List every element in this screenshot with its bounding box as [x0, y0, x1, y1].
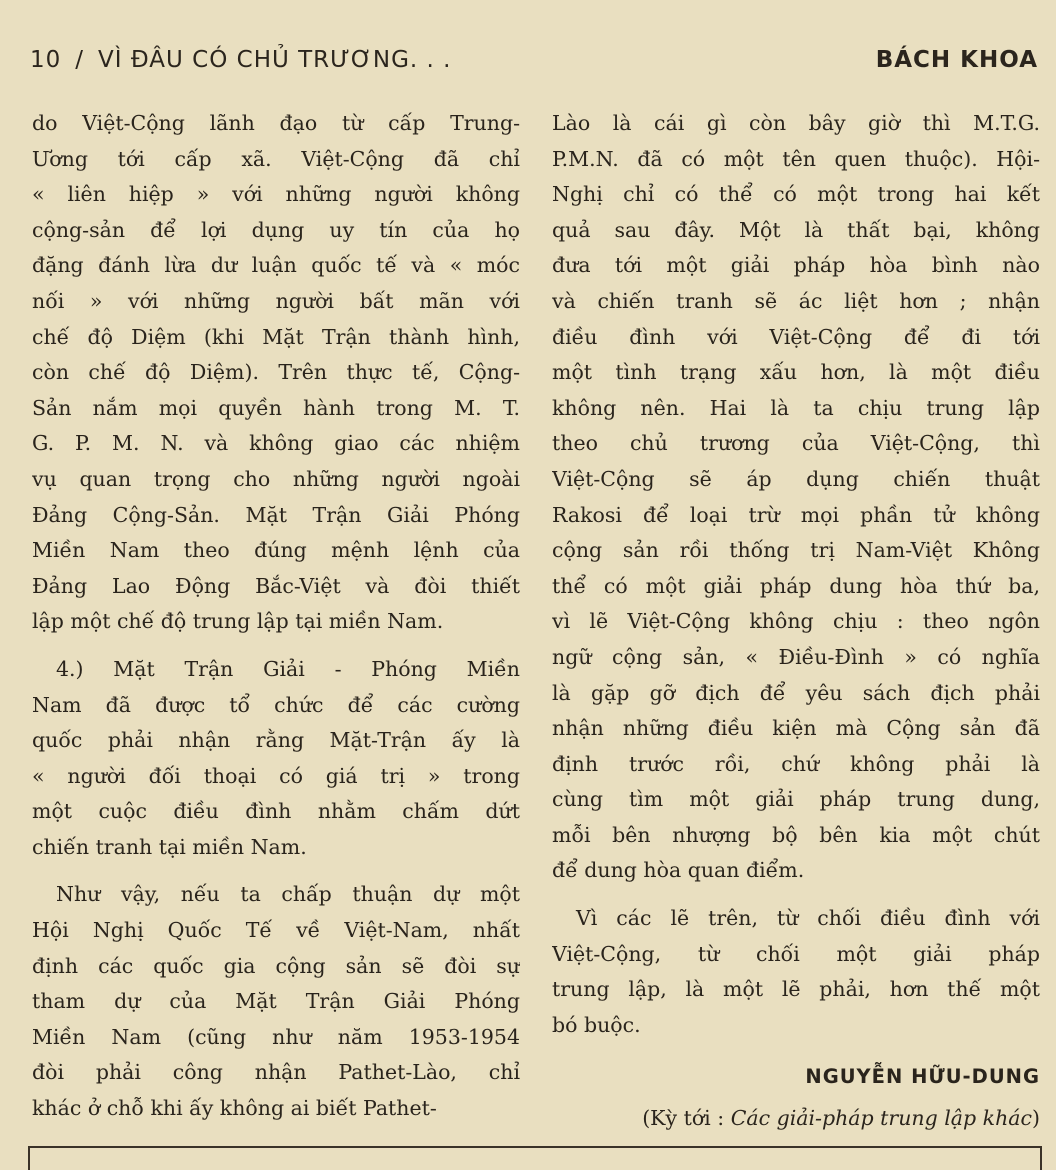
text-line: 4.) Mặt Trận Giải - Phóng Miền: [56, 656, 520, 681]
text-line: và chiến tranh sẽ ác liệt hơn ; nhận: [552, 288, 1040, 313]
text-line: đưa tới một giải pháp hòa bình nào: [552, 253, 1040, 278]
text-line: trung lập, là một lẽ phải, hơn thế một: [552, 977, 1040, 1002]
text-line: khác ở chỗ khi ấy không ai biết Pathet-: [32, 1096, 437, 1121]
paragraph: [552, 901, 1040, 1043]
text-line: điều đình với Việt-Cộng để đi tới: [552, 324, 1040, 349]
text-line: cộng-sản để lợi dụng uy tín của họ: [32, 217, 520, 242]
left-column: [32, 106, 520, 1127]
text-line: « liên hiệp » với những người không: [32, 182, 520, 207]
magazine-name: BÁCH KHOA: [875, 47, 1038, 73]
bottom-border: [28, 1146, 1042, 1170]
text-line: tham dự của Mặt Trận Giải Phóng: [32, 989, 520, 1014]
text-line: nhận những điều kiện mà Cộng sản đã: [552, 716, 1040, 741]
text-line: lập một chế độ trung lập tại miền Nam.: [32, 609, 444, 634]
text-line: không nên. Hai là ta chịu trung lập: [552, 395, 1040, 420]
text-line: G. P. M. N. và không giao các nhiệm: [32, 431, 520, 456]
text-line: Vì các lẽ trên, từ chối điều đình với: [576, 906, 1040, 931]
text-line: chế độ Diệm (khi Mặt Trận thành hình,: [32, 324, 520, 349]
next-issue-note: [552, 1101, 1040, 1137]
page-header: [30, 40, 1038, 80]
text-line: còn chế độ Diệm). Trên thực tế, Cộng-: [32, 360, 520, 385]
text-line: định các quốc gia cộng sản sẽ đòi sự: [32, 953, 520, 978]
right-column: [552, 106, 1040, 1137]
text-line: để dung hòa quan điểm.: [552, 858, 805, 883]
text-line: cộng sản rồi thống trị Nam-Việt Không: [552, 538, 1040, 563]
paragraph: [32, 652, 520, 866]
text-line: Sản nắm mọi quyền hành trong M. T.: [32, 395, 520, 420]
text-line: Hội Nghị Quốc Tế về Việt-Nam, nhất: [32, 918, 520, 943]
text-line: quả sau đây. Một là thất bại, không: [552, 217, 1040, 242]
text-line: là gặp gỡ địch để yêu sách địch phải: [552, 680, 1040, 705]
header-left: [30, 47, 451, 73]
text-line: Lào là cái gì còn bây giờ thì M.T.G.: [552, 111, 1040, 135]
text-line: Việt-Cộng, từ chối một giải pháp: [552, 941, 1040, 966]
text-line: cùng tìm một giải pháp trung dung,: [552, 787, 1040, 812]
text-line: Rakosi để loại trừ mọi phần tử không: [552, 502, 1040, 527]
paragraph: [32, 106, 520, 640]
author-signature: NGUYỄN HỮU-DUNG: [805, 1065, 1040, 1089]
next-issue-title: Các giải-pháp trung lập khác: [730, 1106, 1032, 1131]
text-line: Đảng Lao Động Bắc-Việt và đòi thiết: [32, 573, 520, 598]
paragraph-gap: [32, 640, 520, 652]
paragraph-gap: [32, 865, 520, 877]
text-line: vụ quan trọng cho những người ngoài: [32, 466, 520, 491]
text-line: Nghị chỉ có thể có một trong hai kết: [552, 182, 1040, 207]
text-line: quốc phải nhận rằng Mặt-Trận ấy là: [32, 728, 520, 753]
text-line: Như vậy, nếu ta chấp thuận dự một: [56, 882, 520, 907]
text-line: Miền Nam theo đúng mệnh lệnh của: [32, 538, 520, 563]
text-line: đặng đánh lừa dư luận quốc tế và « móc: [32, 253, 520, 278]
text-line: một tình trạng xấu hơn, là một điều: [552, 360, 1040, 385]
text-line: vì lẽ Việt-Cộng không chịu : theo ngôn: [552, 609, 1040, 634]
next-issue-suffix: ): [1032, 1106, 1040, 1131]
header-separator: /: [75, 47, 85, 73]
text-line: bó buộc.: [552, 1012, 641, 1037]
text-line: nối » với những người bất mãn với: [32, 288, 520, 313]
text-line: chiến tranh tại miền Nam.: [32, 834, 307, 859]
text-line: Việt-Cộng sẽ áp dụng chiến thuật: [552, 466, 1040, 491]
next-issue-prefix: (Kỳ tới :: [642, 1106, 731, 1131]
text-line: P.M.N. đã có một tên quen thuộc). Hội-: [552, 146, 1040, 171]
text-line: do Việt-Cộng lãnh đạo từ cấp Trung-: [32, 111, 520, 135]
text-line: Nam đã được tổ chức để các cường: [32, 692, 520, 717]
article-title: VÌ ĐÂU CÓ CHỦ TRƯƠNG. . .: [98, 47, 452, 73]
text-line: một cuộc điều đình nhằm chấm dứt: [32, 799, 520, 824]
text-line: Miền Nam (cũng như năm 1953-1954: [32, 1024, 520, 1049]
text-line: đòi phải công nhận Pathet-Lào, chỉ: [32, 1060, 520, 1085]
text-line: thể có một giải pháp dung hòa thứ ba,: [552, 573, 1040, 598]
text-line: Ương tới cấp xã. Việt-Cộng đã chỉ: [32, 146, 520, 171]
text-line: định trước rồi, chứ không phải là: [552, 751, 1040, 776]
text-line: Đảng Cộng-Sản. Mặt Trận Giải Phóng: [32, 502, 520, 527]
paragraph: [552, 106, 1040, 889]
paragraph: [32, 877, 520, 1126]
text-line: theo chủ trương của Việt-Cộng, thì: [552, 431, 1040, 456]
text-line: « người đối thoại có giá trị » trong: [32, 763, 520, 788]
page-number: 10: [30, 47, 62, 73]
text-line: mỗi bên nhượng bộ bên kia một chút: [552, 822, 1040, 847]
paragraph-gap: [552, 889, 1040, 901]
text-line: ngữ cộng sản, « Điều-Đình » có nghĩa: [552, 644, 1040, 669]
